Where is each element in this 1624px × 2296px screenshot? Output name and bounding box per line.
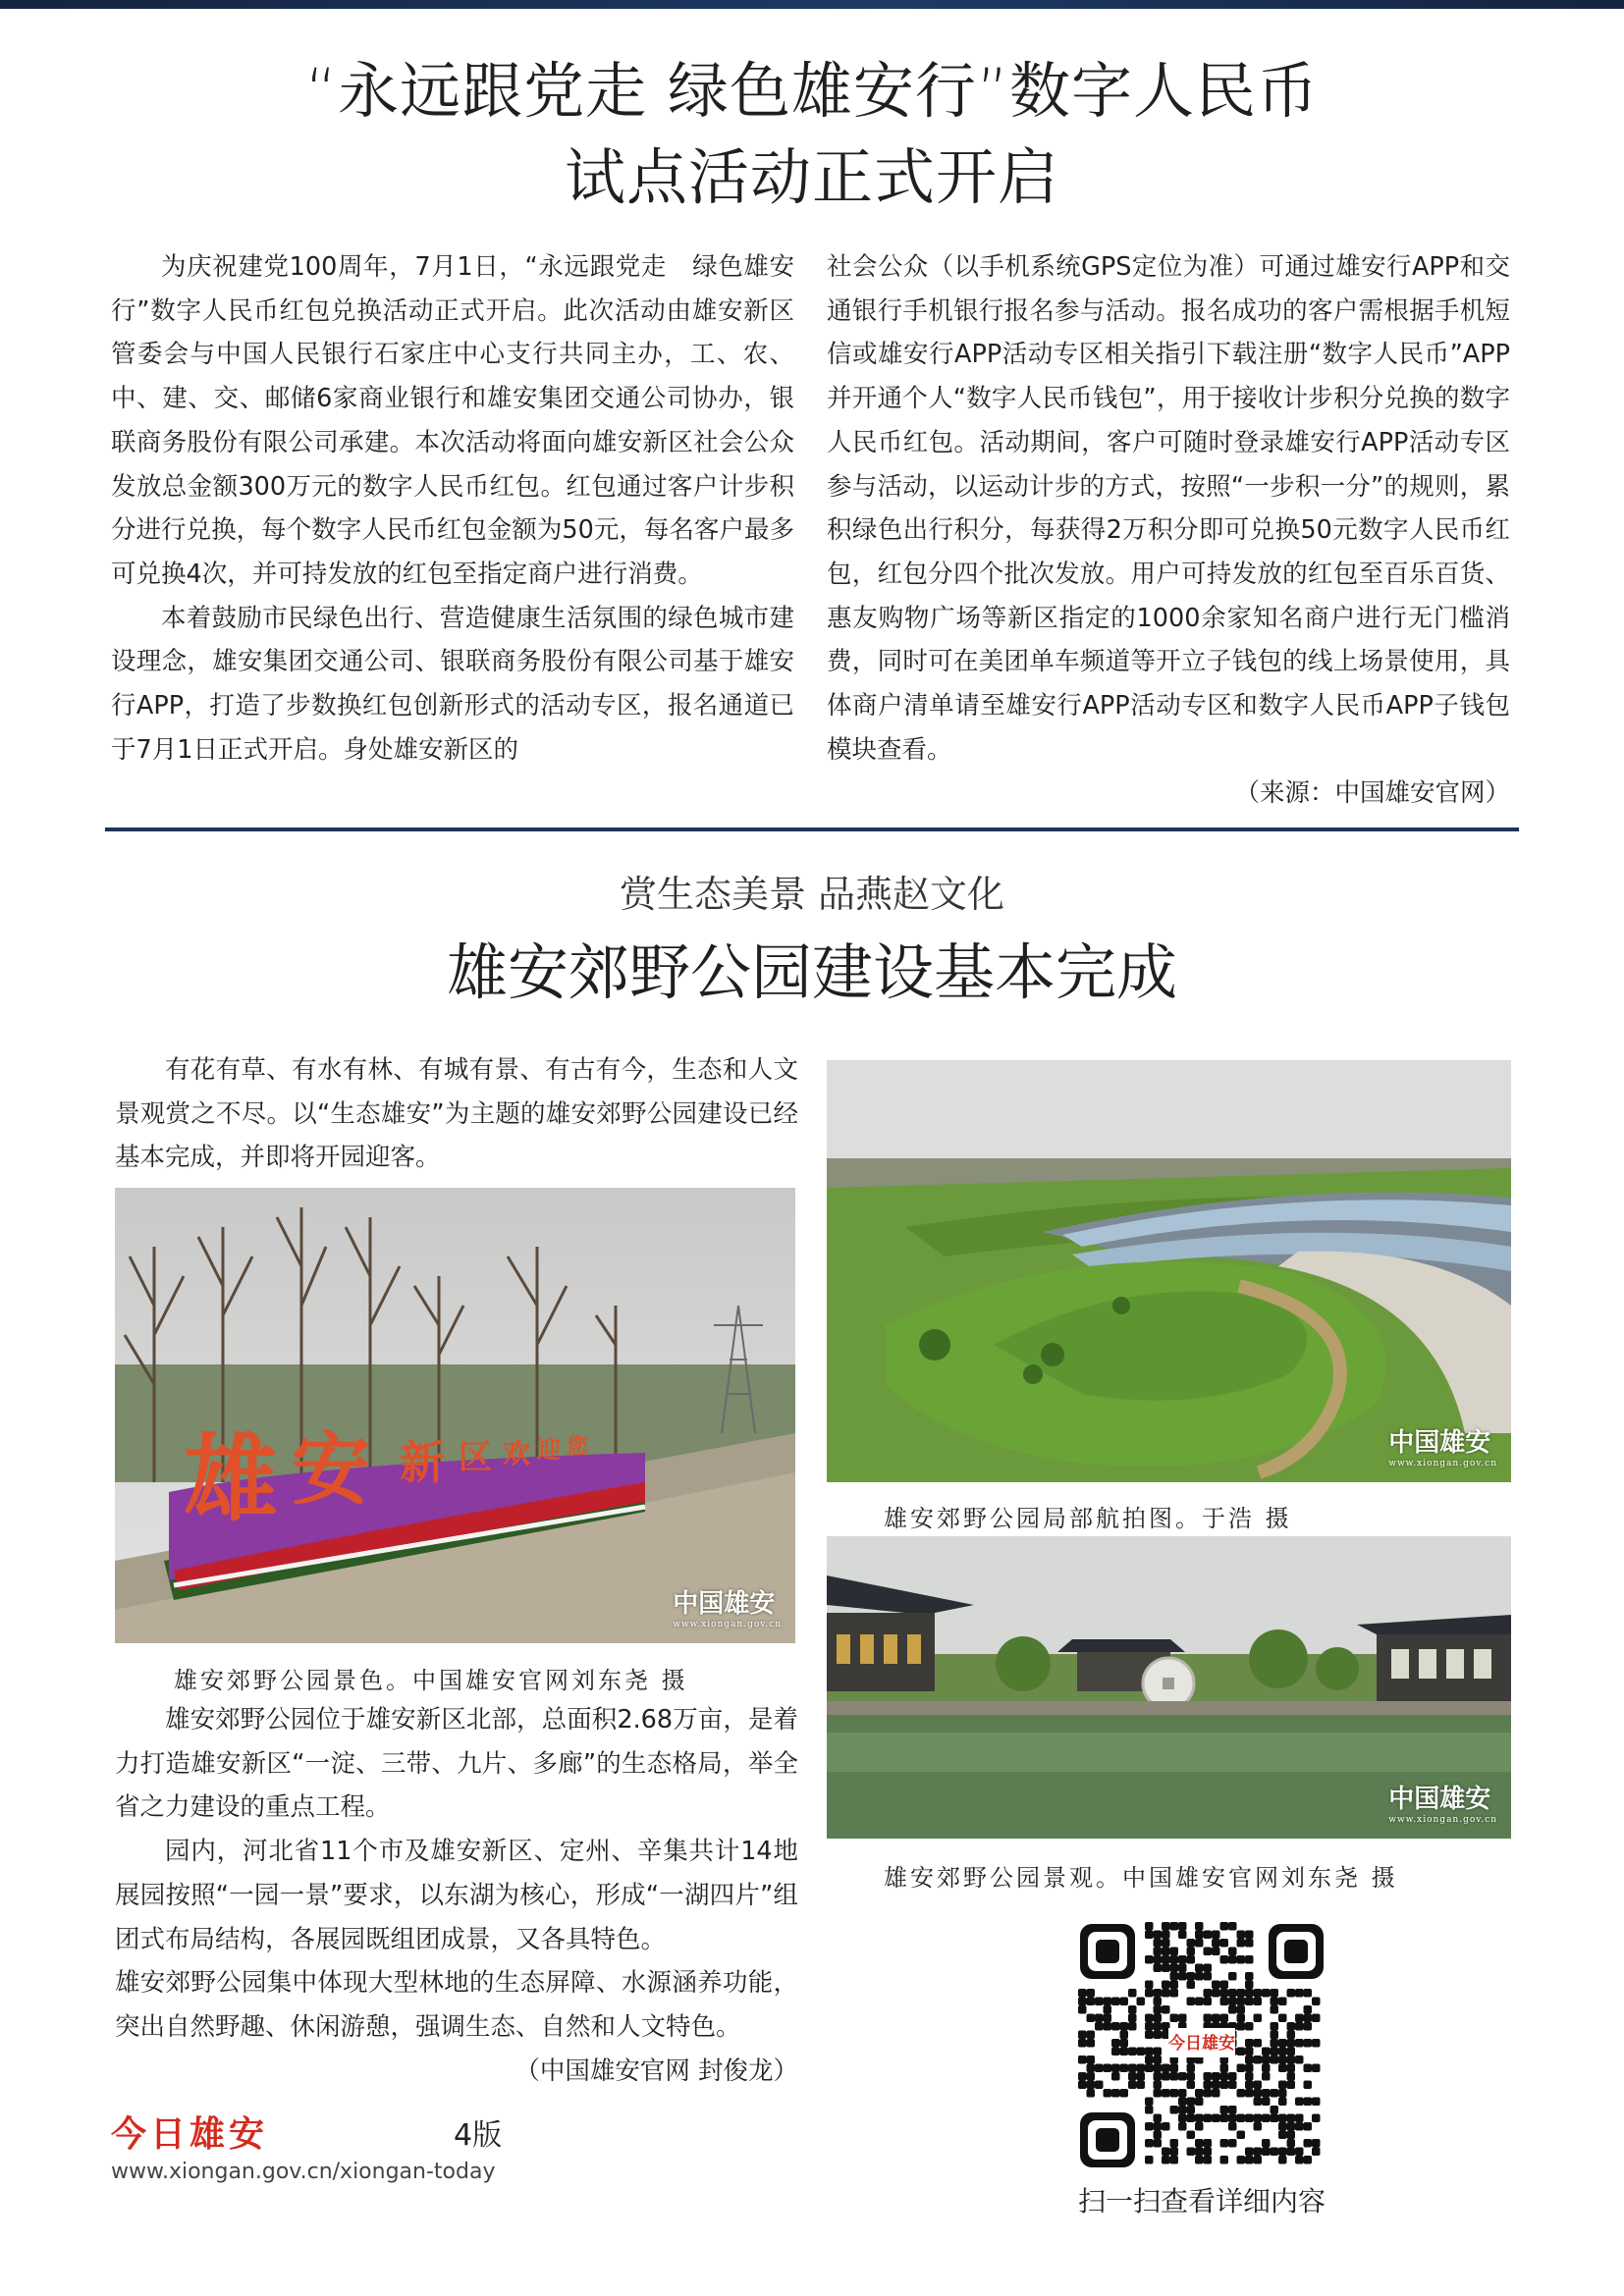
article-title-line-1: “永远跟党走 绿色雄安行”数字人民币 [305,55,1319,127]
section-divider [105,828,1519,831]
photo-aerial-view [827,1060,1511,1482]
footer-url[interactable]: www.xiongan.gov.cn/xiongan-today [111,2160,496,2184]
photo-watermark: 中国雄安 www.xiongan.gov.cn [1388,1428,1497,1468]
article2-byline: （中国雄安官网 封俊龙） [514,2056,798,2086]
article1-paragraph-1: 为庆祝建党100周年，7月1日，“永远跟党走 绿色雄安行”数字人民币红包兑换活动正式开启。此次活动由雄安新区管委会与中国人民银行石家庄中心支行共同主办，工、农、中、建、交、邮储6家商业银行和雄安集团交通公司协办，银联商务股份有限公司承建。本次活动将面向雄安新区社会公众发放总金额300万元的数字人民币红包。红包通过客户计步积分进行兑换，每个数字人民币红包金额为50元，每名客户最多可兑换4次，并可持发放的红包至指定商户进行消费。 [111,252,794,589]
sign-char-6: 迎 [537,1435,561,1464]
photo1-caption: 雄安郊野公园景色。中国雄安官网刘东尧 摄 [174,1667,688,1694]
article2-subtitle: 赏生态美景 品燕赵文化 [619,873,1005,916]
photo-pond-view [827,1536,1511,1839]
photo-park-sign [115,1188,795,1643]
article1-source: （来源：中国雄安官网） [1234,778,1510,809]
sign-char-7: 您 [567,1434,589,1460]
qr-code[interactable] [1074,1918,1329,2173]
sign-char-5: 欢 [503,1437,531,1469]
article2-intro-paragraph: 有花有草、有水有林、有城有景、有古有今，生态和人文景观赏之不尽。以“生态雄安”为主题的雄安郊野公园建设已经基本完成，并即将开园迎客。 [115,1055,798,1173]
top-banner-bar [0,0,1624,9]
article1-paragraph-2: 本着鼓励市民绿色出行、营造健康生活氛围的绿色城市建设理念，雄安集团交通公司、银联商务股份有限公司基于雄安行APP，打造了步数换红包创新形式的活动专区，报名通道已于7月1日正式开启。身处雄安新区的 [111,603,794,765]
photo3-caption: 雄安郊野公园景观。中国雄安官网刘东尧 摄 [884,1864,1398,1892]
article2-paragraph-2: 雄安郊野公园位于雄安新区北部，总面积2.68万亩，是着力打造雄安新区“一淀、三带、九片、多廊”的生态格局，举全省之力建设的重点工程。 [115,1705,798,1823]
article1-left-column [111,245,794,772]
qr-center-logo: 今日雄安 [1168,2034,1235,2054]
article1-right-column [827,245,1510,816]
sign-char-4: 区 [459,1438,492,1477]
photo-watermark: 中国雄安 www.xiongan.gov.cn [1388,1785,1497,1825]
masthead-logo: 今日雄安 [111,2113,269,2155]
sign-char-2: 安 [292,1423,370,1516]
article2-body [115,1698,798,2093]
qr-label: 扫一扫查看详细内容 [1077,2185,1326,2217]
photo2-caption: 雄安郊野公园局部航拍图。于浩 摄 [884,1505,1292,1532]
article2-paragraph-4: 雄安郊野公园集中体现大型林地的生态屏障、水源涵养功能，突出自然野趣、休闲游憩，强调生态、自然和人文特色。 [115,1968,798,2042]
issue-number: 4版 [454,2118,503,2153]
photo-aerial-illustration [827,1060,1511,1482]
article2-title: 雄安郊野公园建设基本完成 [446,936,1177,1008]
sign-char-3: 新 [400,1436,445,1489]
article2-intro [115,1048,798,1180]
article2-paragraph-3: 园内，河北省11个市及雄安新区、定州、辛集共计14地展园按照“一园一景”要求，以东湖为核心，形成“一湖四片”组团式布局结构，各展园既组团成景，又各具特色。 [115,1837,798,1954]
photo-watermark: 中国雄安 www.xiongan.gov.cn [673,1589,782,1629]
article1-paragraph-3: 社会公众（以手机系统GPS定位为准）可通过雄安行APP和交通银行手机银行报名参与活动。报名成功的客户需根据手机短信或雄安行APP活动专区相关指引下载注册“数字人民币”APP并开通个人“数字人民币钱包”，用于接收计步积分兑换的数字人民币红包。活动期间，客户可随时登录雄安行APP活动专区参与活动，以运动计步的方式，按照“一步积一分”的规则，累积绿色出行积分，每获得2万积分即可兑换50元数字人民币红包，红包分四个批次发放。用户可持发放的红包至百乐百货、惠友购物广场等新区指定的1000余家知名商户进行无门槛消费，同时可在美团单车频道等开立子钱包的线上场景使用，具体商户清单请至雄安行APP活动专区和数字人民币APP子钱包模块查看。 [827,252,1510,765]
photo-park-sign-illustration [115,1188,795,1643]
sign-char-1: 雄 [184,1423,278,1534]
article-title-line-2: 试点活动正式开启 [564,141,1059,213]
